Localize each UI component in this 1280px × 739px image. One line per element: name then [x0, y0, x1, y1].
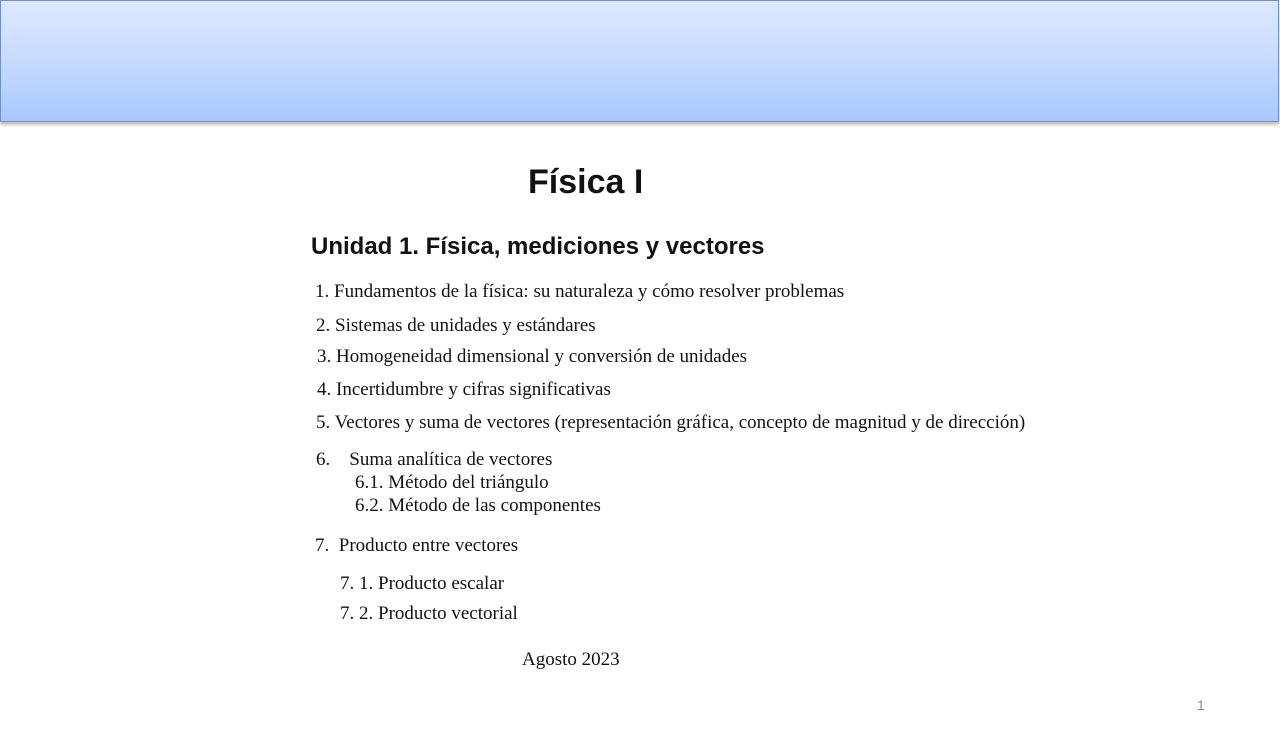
list-subitem: 6.2. Método de las componentes — [355, 495, 601, 516]
list-item: 6. Suma analítica de vectores — [316, 449, 553, 470]
list-subitem: 7. 1. Producto escalar — [340, 573, 505, 594]
header-band — [0, 0, 1279, 122]
list-item: 4. Incertidumbre y cifras significativas — [317, 379, 611, 400]
list-subitem: 7. 2. Producto vectorial — [340, 603, 518, 624]
list-item: 7. Producto entre vectores — [315, 535, 519, 556]
list-item: 3. Homogeneidad dimensional y conversión de unidades — [317, 346, 748, 367]
list-item: 5. Vectores y suma de vectores (representación gráfica, concepto de magnitud y de dirección) — [316, 412, 1026, 433]
list-item: 2. Sistemas de unidades y estándares — [316, 315, 596, 336]
list-subitem: 6.1. Método del triángulo — [355, 472, 549, 493]
list-item: 1. Fundamentos de la física: su naturaleza y cómo resolver problemas — [315, 281, 845, 302]
slide-date: Agosto 2023 — [522, 649, 620, 670]
slide-title: Física I — [528, 163, 644, 201]
page-number: 1 — [1197, 697, 1205, 713]
unit-title: Unidad 1. Física, mediciones y vectores — [311, 233, 765, 260]
